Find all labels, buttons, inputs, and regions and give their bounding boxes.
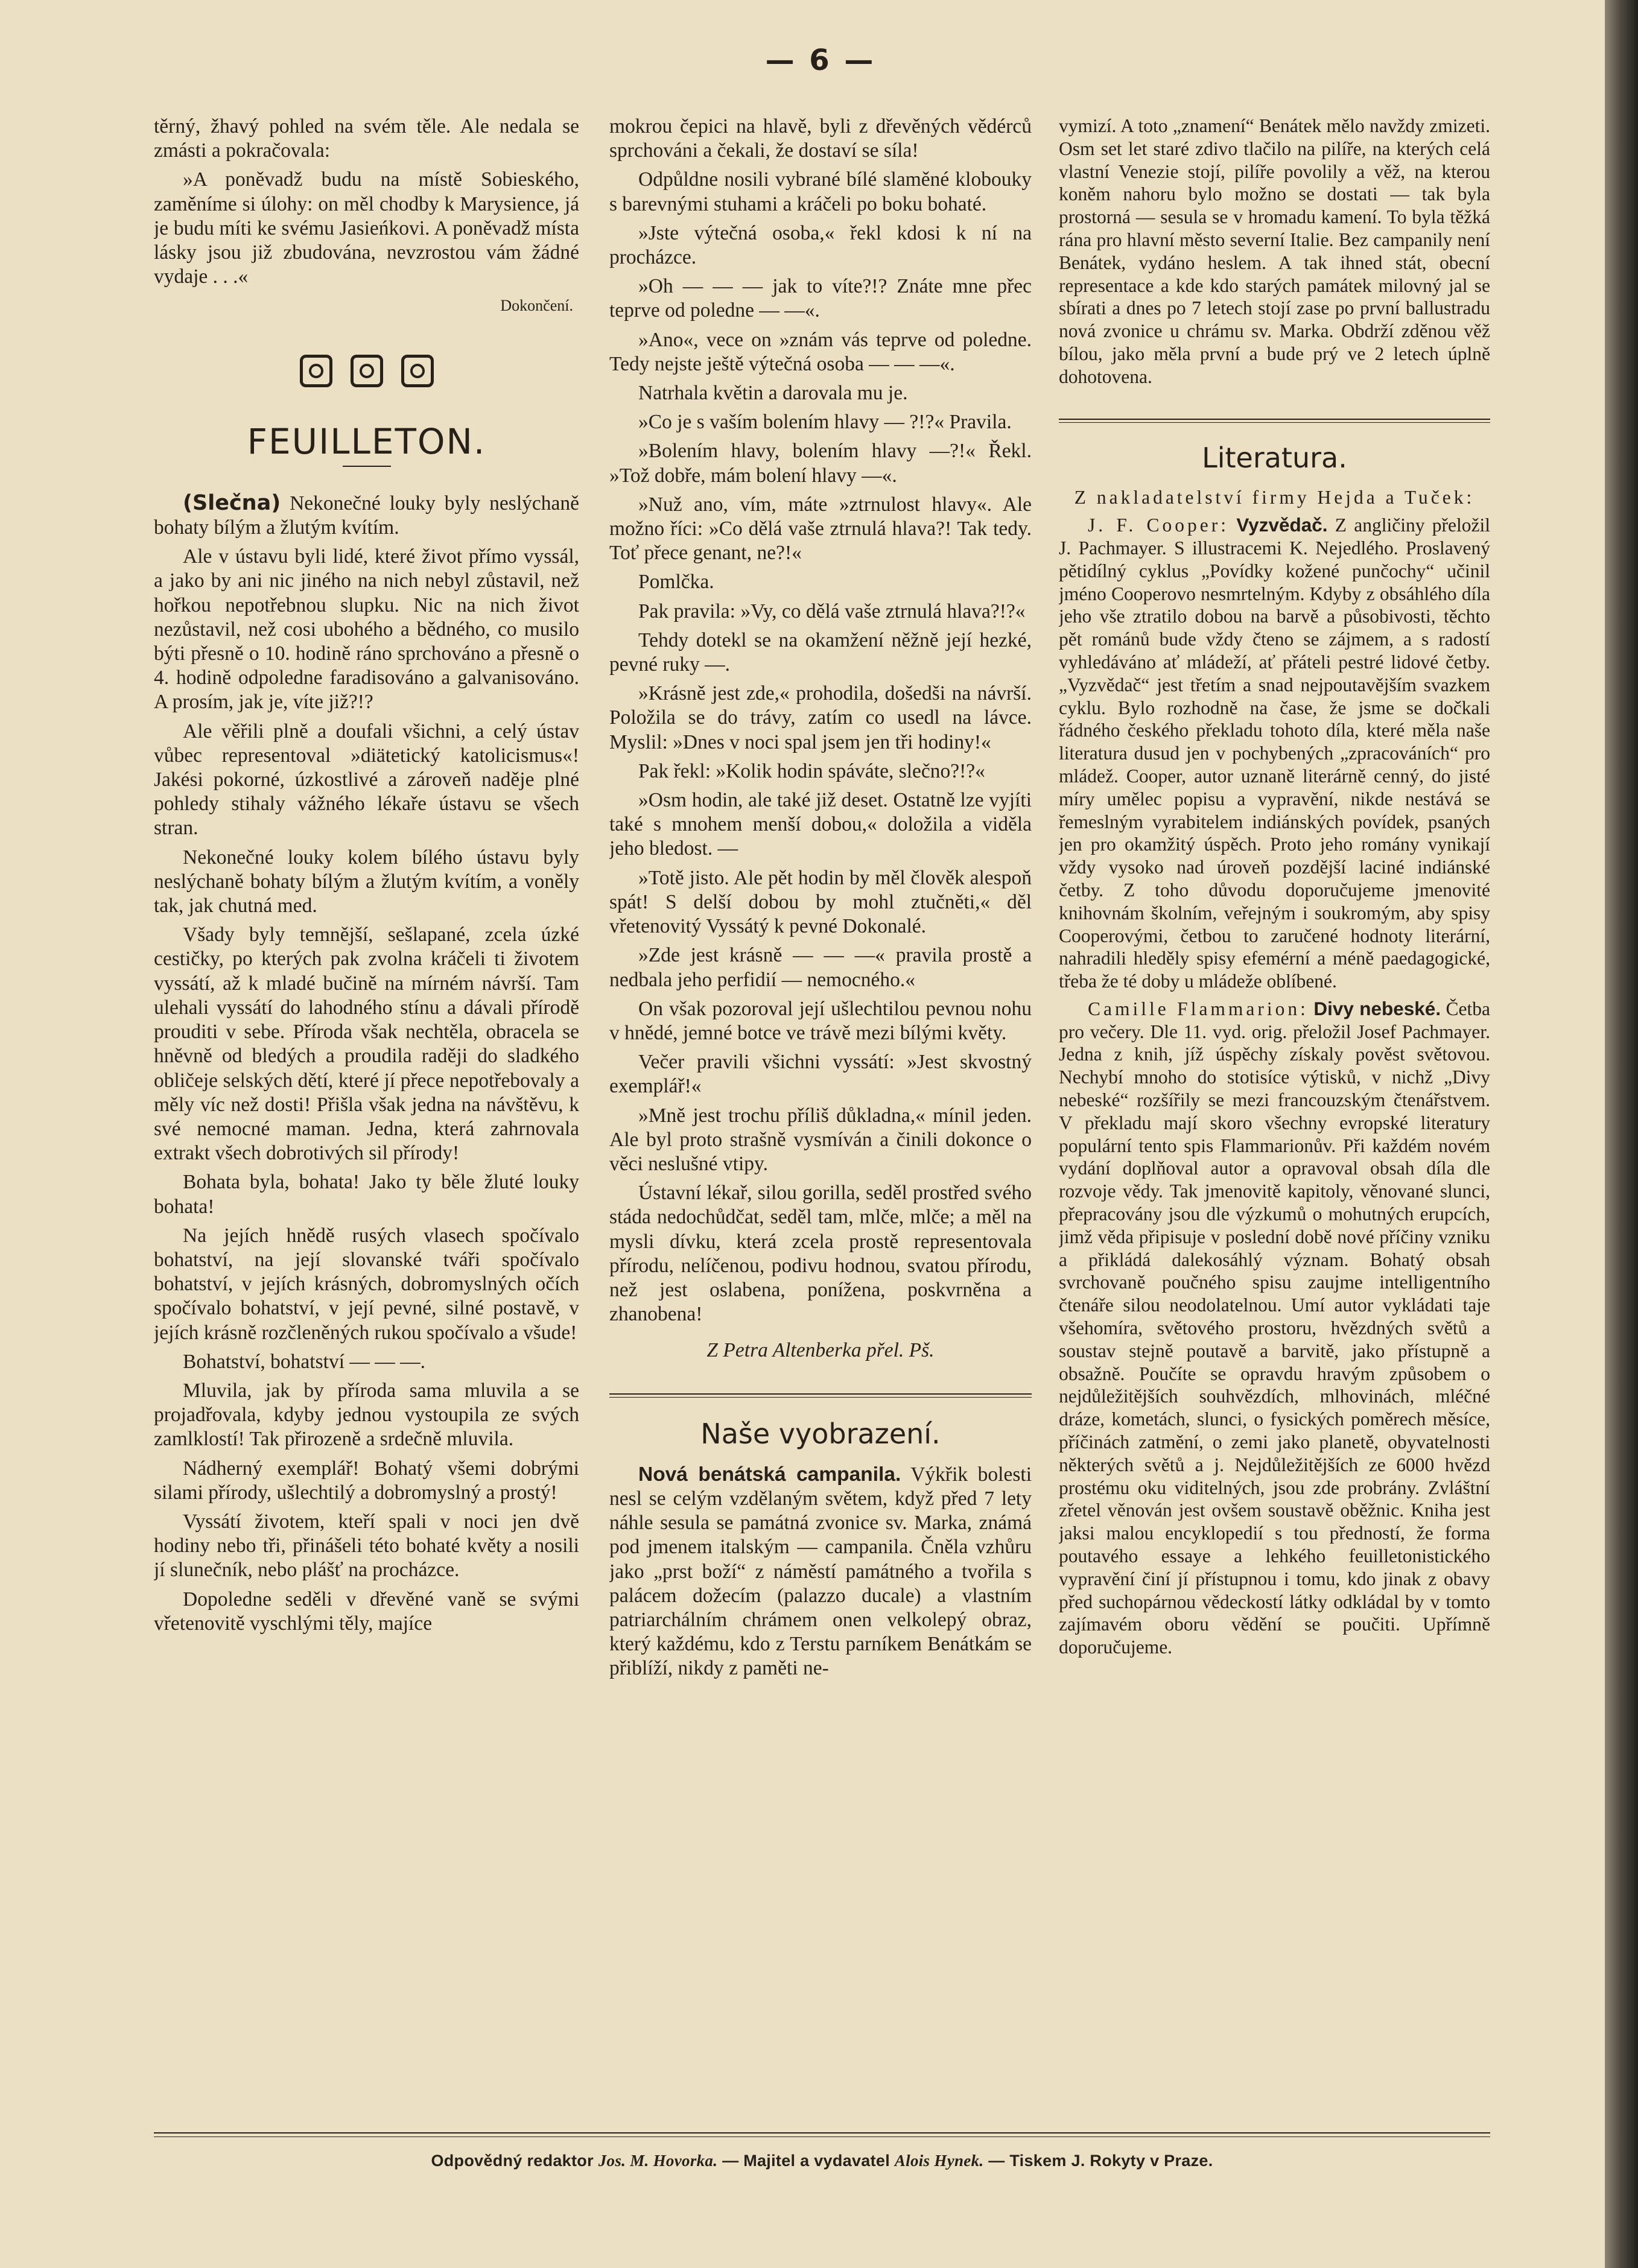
owner-name: Alois Hynek. bbox=[894, 2152, 984, 2170]
translator-signature: Z Petra Altenberka přel. Pš. bbox=[706, 1339, 935, 1362]
editor-name: Jos. M. Hovorka. bbox=[598, 2152, 718, 2170]
footer bbox=[154, 2132, 1490, 2170]
owner-label: — Majitel a vydavatel bbox=[722, 2152, 890, 2170]
editor-label: Odpovědný redaktor bbox=[431, 2152, 594, 2170]
campanila-continuation: vymizí. A toto „znamení“ Benátek mělo navždy zmizeti. Osm set let staré zdivo tlačilo na pilíře, na kterých celá vlastní Venezie stojí, pilíře povolily a věž, na kterou koněm nahoru bylo možno se dostati — tak byla prostorná — sesula se v hromadu kamení. To byla těžká rána pro hlavní město severní Italie. Bez campanily není Benátek, vydáno heslem. A tak ihned stát, obecní representace a kde kdo starých památek milovný jal se sbírati a dnes po 7 letech stojí zase po první ballustradu nová zvonice u chrámu sv. Marka. Obdrží zděnou věž bílou, jako měla první a bude prý ve 2 letech úplně dohotovena. bbox=[1059, 115, 1490, 387]
ornament-divider bbox=[154, 355, 579, 387]
story-paragraph: Bohata byla, bohata! Jako ty běle žluté louky bohata! bbox=[154, 1171, 579, 1218]
imprint bbox=[154, 2152, 1490, 2170]
story-paragraph: Pomlčka. bbox=[638, 571, 714, 594]
story-ending-paragraph: těrný, žhavý pohled na svém těle. Ale nedala se zmásti a pokračovala: bbox=[154, 115, 579, 162]
story-paragraph: Dopoledne seděli v dřevěné vaně se svými vřetenovitě vyschlými těly, majíce bbox=[154, 1588, 579, 1635]
footer-rule bbox=[154, 2132, 1490, 2137]
column-1 bbox=[154, 115, 579, 2114]
story-paragraph: »Jste výtečná osoba,« řekl kdosi k ní na procházce. bbox=[609, 221, 1032, 269]
ornament-icon bbox=[300, 355, 332, 387]
story-first-paragraph bbox=[154, 491, 579, 540]
story-paragraph: Natrhala květin a darovala mu je. bbox=[638, 382, 908, 405]
section-rule bbox=[1059, 419, 1490, 423]
story-paragraph: Pak řekl: »Kolik hodin spáváte, slečno?!?« bbox=[638, 759, 985, 782]
story-first-text: Nekonečné louky byly neslýchaně bohaty bílým a žlutým kvítím. bbox=[154, 492, 579, 539]
story-paragraph: Nádherný exemplář! Bohatý všemi dobrými silami přírody, ušlechtilý a dobromyslný a prostý! bbox=[154, 1457, 579, 1504]
story-paragraph: Tehdy dotekl se na okamžení něžně její hezké, pevné ruky —. bbox=[609, 629, 1032, 676]
review-title: Vyzvědač. bbox=[1236, 514, 1328, 536]
ornament-icon bbox=[351, 355, 383, 387]
column-2 bbox=[609, 115, 1032, 2114]
story-paragraph: On však pozoroval její ušlechtilou pevnou nohu v hnědé, jemné botce ve trávě mezi bílými květy. bbox=[609, 997, 1032, 1044]
story-paragraph: Na jejích hnědě rusých vlasech spočívalo bohatství, na její slovanské tváři spočívalo bohatství, v jejích krásných, dobromyslných očích spočívalo bohatství, v její pevné, silné postavě, v jejích krásně rozčleněných rukou spočívalo a všude! bbox=[154, 1224, 579, 1344]
page-edge-shadow bbox=[1605, 0, 1638, 2268]
story-paragraph: »Nuž ano, vím, máte »ztrnulost hlavy«. Ale možno říci: »Co dělá vaše ztrnulá hlava?! Tak tedy. Toť přece genant, ne?!« bbox=[609, 493, 1032, 565]
story-paragraph: Odpůldne nosili vybrané bílé slaměné klobouky s barevnými stuhami a kráčeli po boku bohaté. bbox=[609, 168, 1032, 215]
story-paragraph: Nekonečné louky kolem bílého ústavu byly neslýchaně bohaty bílým a žlutým kvítím, a voněly tak, jak chutná med. bbox=[154, 846, 579, 917]
story-paragraph: »Oh — — — jak to víte?!? Znáte mne přec teprve od poledne — —«. bbox=[609, 275, 1032, 322]
column-3 bbox=[1059, 115, 1490, 2114]
page-number: — 6 — bbox=[765, 43, 876, 77]
story-paragraph: Ale věřili plně a doufali všichni, a celý ústav vůbec representoval »diätetický katolicismus«! Jakési pokorné, úzkostlivé a zároveň naděje plné pohledy stihaly vážného lékaře ústavu se všech stran. bbox=[154, 720, 579, 840]
story-paragraph: Všady byly temnější, sešlapané, zcela úzké cestičky, po kterých pak zvolna kráčeli ti životem vyssátí, až k mladé bučině na mírném návrší. Tam ulehali vyssátí do lahodného stínu a dávali přírodě prouditi v sebe. Příroda však nechtěla, obracela se hněvně od bledých a proudila raději do sladkého obličeje selských dětí, které jí přece nepotřebovaly a měly víc než dosti! Přišla však jedna na návštěvu, k své nemocné maman. Jedna, která zahrnovala extrakt všech dobrotivých sil přírody! bbox=[154, 923, 579, 1165]
story-paragraph: Mluvila, jak by příroda sama mluvila a se projadřovala, kdyby jednou vystoupila ze svých zamlklostí! Tak přirozeně a srdečně mluvila. bbox=[154, 1379, 579, 1451]
review-author: Camille Flammarion: bbox=[1088, 998, 1309, 1019]
review-text: Četba pro večery. Dle 11. vyd. orig. přeložil Josef Pachmayer. Jedna z knih, jíž úspěchy získaly pověst světovou. Nechybí mnoho do stotisíce výtisků, v nichž „Divy nebeské“ rozšířily se mezi francouzským čtenářstvem. V překladu mají skoro všechny evropské literatury populární tento spis Flammarionův. Při každém novém vydání doplňoval autor a opravoval obsah díla dle rozvoje vědy. Tak jmenovitě kapitoly, věnované slunci, přepracovány jsou dle výzkumů o mohutných erupcích, jimž věda připisuje v poslední době nové příčiny vzniku a přikládá dalekosáhlý význam. Bohatý obsah svrchovaně poučného spisu zaujme intelligentního čtenáře silou neodolatelnou. Umí autor vykládati taje všehomíra, světového prostoru, hvězdných světů a soustav stejně poutavě a barvitě, jako přístupně a obsažně. Poučíte se opravdu hravým způsobem o nejdůležitějších souhvězdích, mlhovinách, mléčné dráze, kometách, slunci, o fysických poměrech měsíce, příčinách zatmění, o zemi jako planetě, obyvatelnosti některých světů a j. Nejdůležitějších ze 6000 hvězd prostému oku viditelných, jsou zde probrány. Zvláštní zřetel věnován jest ovšem soustavě oběžnic. Kniha jest jaksi malou encyklopedií s tou předností, že forma poutavého essaye a lehkého feuilletonistického vypravění činí jí přístupnou i tomu, kdo jinak z obavy před suchopárnou vědeckostí látky odkládal by v tomto zajímavém oboru vědění se poučiti. Upřímně doporučujeme. bbox=[1059, 998, 1490, 1658]
feuilleton-heading: FEUILLETON. bbox=[247, 420, 486, 462]
review-flammarion bbox=[1059, 998, 1490, 1659]
story-paragraph: mokrou čepici na hlavě, byli z dřevěných vědérců sprchováni a čekali, že dostaví se síla! bbox=[609, 115, 1032, 162]
story-paragraph: »Bolením hlavy, bolením hlavy —?!« Řekl. »Tož dobře, mám bolení hlavy —«. bbox=[609, 440, 1032, 487]
campanila-text: Výkřik bolesti nesl se celým vzdělaným světem, když před 7 lety náhle sesula se památná zvonice sv. Marka, známá pod jmenem italským — campanila. Čněla vzhůru jako „prst boží“ z náměstí památného a tvořila s palácem dožecím (palazzo ducale) a vlastním patriarchálním chrámem onen velkolepý obraz, který každému, kdo z Terstu parníkem Benátkám se přiblíží, nikdy z paměti ne- bbox=[609, 1463, 1032, 1680]
review-cooper bbox=[1059, 514, 1490, 993]
story-paragraph: »Mně jest trochu příliš důkladna,« mínil jeden. Ale byl proto strašně vysmíván a činili dokonce o věci neslušné vtipy. bbox=[609, 1104, 1032, 1175]
literatura-heading: Literatura. bbox=[1202, 441, 1347, 474]
signoff: Dokončení. bbox=[500, 297, 573, 315]
nase-vyobrazeni-heading: Naše vyobrazení. bbox=[700, 1417, 941, 1450]
story-paragraph: »Totě jisto. Ale pět hodin by měl člověk alespoň spát! S delší dobou by mohl ztučněti,« děl vřetenovitý Vyssátý k pevné Dokonalé. bbox=[609, 866, 1032, 938]
story-paragraph: »Co je s vaším bolením hlavy — ?!?« Pravila. bbox=[638, 411, 1012, 434]
story-ending-paragraph: »A poněvadž budu na místě Sobieského, zaměníme si úlohy: on měl chodby k Marysience, já je budu míti ke svému Jasieńkovi. A poněvadž místa lásky jsou již zbudována, nevzrostou vám žádné vydaje . . .« bbox=[154, 168, 579, 288]
printer: — Tiskem J. Rokyty v Praze. bbox=[988, 2152, 1213, 2170]
story-paragraph: Bohatství, bohatství — — —. bbox=[183, 1350, 425, 1373]
story-paragraph: »Ano«, vece on »znám vás teprve od poledne. Tedy nejste ještě výtečná osoba — — —«. bbox=[609, 328, 1032, 375]
publisher-line: Z nakladatelství firmy Hejda a Tuček: bbox=[1074, 487, 1475, 508]
review-title: Divy nebeské. bbox=[1313, 997, 1441, 1019]
story-continuation bbox=[609, 115, 1032, 1326]
story-paragraph: Vyssátí životem, kteří spali v noci jen dvě hodiny nebo tři, přinášeli této bohaté květy a nosili jí slunečník, nebo plášť na procházce. bbox=[154, 1510, 579, 1582]
ornament-icon bbox=[401, 355, 434, 387]
story-paragraph: »Osm hodin, ale také již deset. Ostatně lze vyjíti také s mnohem menší dobou,« doložila a viděla jeho bledost. — bbox=[609, 789, 1032, 860]
story-title: (Slečna) bbox=[183, 490, 281, 515]
story-paragraph: »Zde jest krásně — — —« pravila prostě a nedbala jeho perfidií — nemocného.« bbox=[609, 944, 1032, 991]
story-paragraph: »Krásně jest zde,« prohodila, došedši na návrší. Položila se do trávy, zatím co usedl na lávce. Myslil: »Dnes v noci spal jsem jen tři hodiny!« bbox=[609, 682, 1032, 753]
story-paragraph: Pak pravila: »Vy, co dělá vaše ztrnulá hlava?!?« bbox=[638, 600, 1026, 622]
review-author: J. F. Cooper: bbox=[1088, 515, 1230, 536]
review-text: Z angličiny přeložil J. Pachmayer. S illustracemi K. Nejedlého. Proslavený pětidílný cyklus „Povídky kožené punčochy“ učinil jméno Cooperovo nesmrtelným. Kdyby z obsáhlého díla jeho vše ztratilo dobou na barvě a působivosti, těchto pět románů bude vždy čteno se zájmem, a s radostí vyhledáváno ať mládeží, ať přáteli pestré lidové četby. „Vyzvědač“ jest třetím a snad nejpoutavějším svazkem cyklu. Bylo rozhodně na čase, že jsme se dočkali řádného českého překladu tohoto díla, které měla naše literatura dusud jen v pochybených „zpracováních“ pro mládež. Cooper, autor uznaně literárně cenný, do jisté míry umělec popisu a vypravění, nikde nestává se řemeslným vyrabitelem indiánských povídek, psaných jen pro okamžitý úspěch. Proto jeho romány vynikají vždy vysoko nad úroveň pozdější laciné indiánské četby. Z toho důvodu doporučujeme jmenovité knihovnám školním, veřejným i soukromým, aby spisy Cooperovými, četbou to zaručené hodnoty literární, nahradili hleděly spisy efemérní a méně paedagogické, třeba že té doby u mládeže oblíbené. bbox=[1059, 515, 1490, 992]
campanila-title: Nová benátská campanila. bbox=[638, 1463, 901, 1486]
story-paragraph: Ale v ústavu byli lidé, které život přímo vyssál, a jako by ani nic jiného na nich nebyl zůstavil, než hořkou nepotřebnou slupku. Nic na nich život nezůstavil, než cosi ubohého a bědného, co musilo býti přesně o 10. hodině ráno sprchováno a přesně o 4. hodině odpoledne faradisováno a galvanisováno. A prosím, jak je, víte již?!? bbox=[154, 545, 579, 714]
short-rule bbox=[343, 466, 391, 467]
story-paragraph: Večer pravili všichni vyssátí: »Jest skvostný exemplář!« bbox=[609, 1051, 1032, 1098]
campanila-paragraph bbox=[609, 1463, 1032, 1681]
section-rule bbox=[609, 1393, 1032, 1398]
story-paragraph: Ústavní lékař, silou gorilla, seděl prostřed svého stáda nedochůdčat, seděl tam, mlče, mlče; a měl na mysli dívku, která zcela prostě representovala přírodu, nelíčenou, podivu hodnou, svatou přírodu, než jest oslabena, ponížena, poskvrněna a zhanobena! bbox=[609, 1182, 1032, 1326]
